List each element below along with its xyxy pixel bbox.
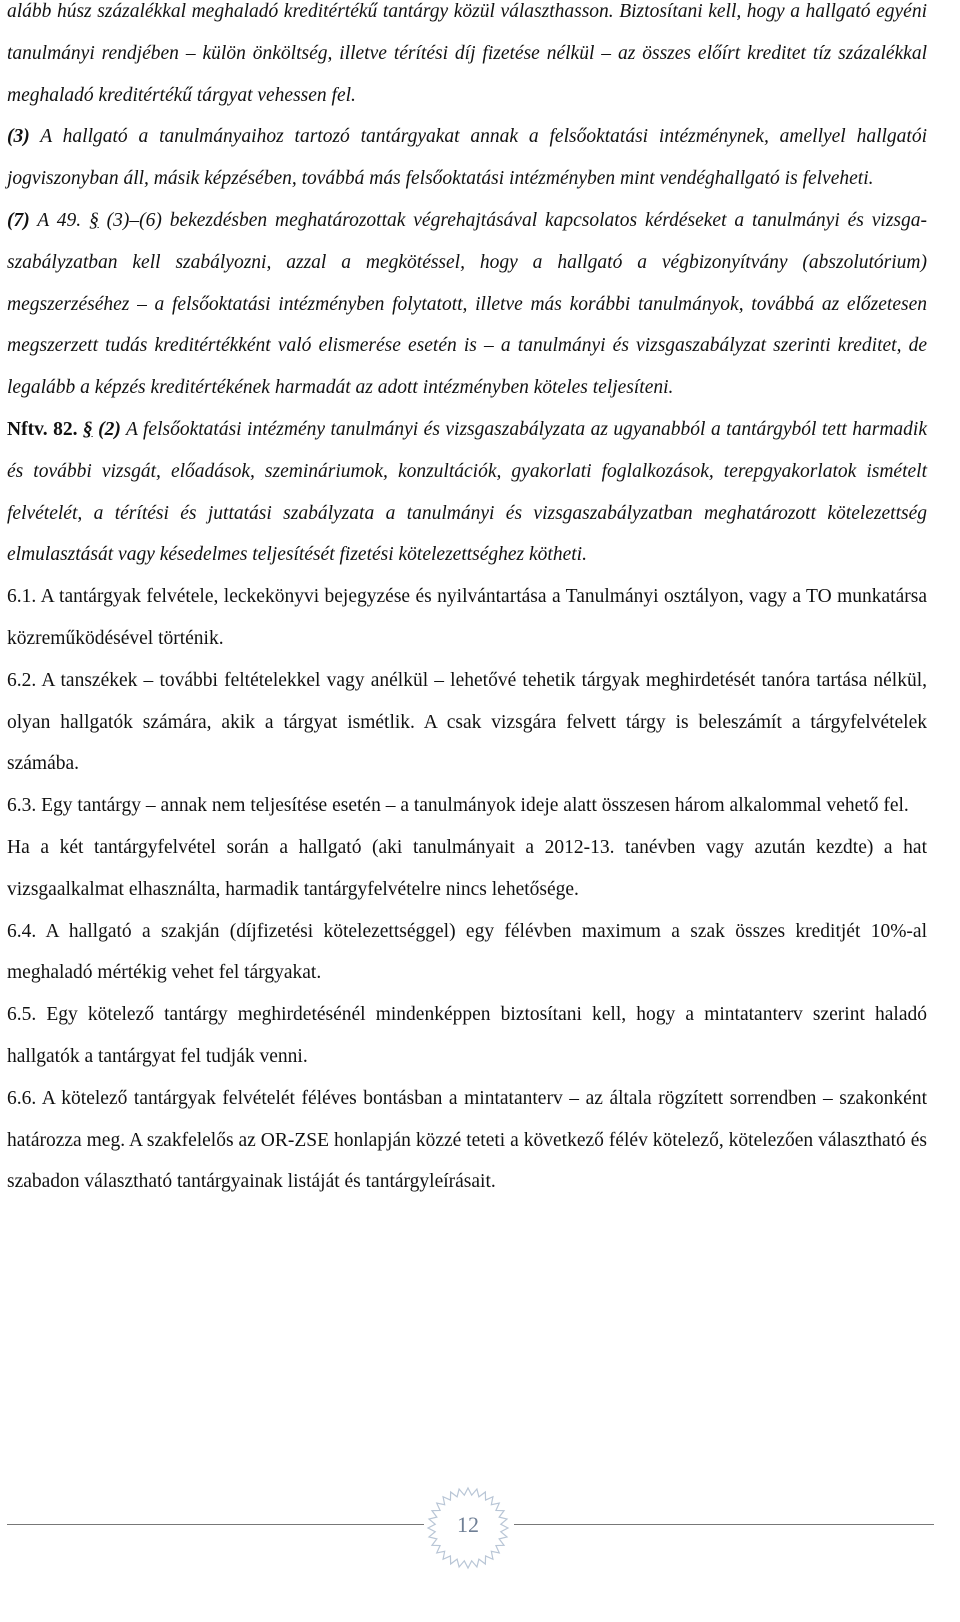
text-run: 6.4. A hallgató a szakján (díjfizetési kötelezettséggel) egy félévben maximum a szak összes kreditjét 10%-al meghaladó mértékig vehet fel tárgyakat. — [7, 920, 927, 984]
text-run: § — [82, 418, 93, 440]
text-run: A hallgató a tanulmányaihoz tartozó tantárgyakat annak a felsőoktatási intézménynek, amellyel hallgatói jogviszonyban áll, másik képzésében, továbbá más felsőoktatási intézményben mint vendéghallgató is felveheti. — [7, 126, 927, 190]
paragraph-p10 — [7, 994, 927, 1078]
text-run: A 49. — [29, 209, 89, 231]
footer-rule-left — [7, 1524, 424, 1525]
text-run: alább húsz százalékkal meghaladó kreditértékű tantárgy közül választhasson. Biztosítani kell, hogy a hallgató egyéni tanulmányi rendjében – külön önköltség, illetve térítési díj fizetése nélkül – az összes előírt kreditet tíz százalékkal meghaladó kreditértékű tárgyat vehessen fel. — [7, 1, 927, 106]
paragraph-p11 — [7, 1078, 927, 1203]
text-run: A felsőoktatási intézmény tanulmányi és vizsgaszabályzata az ugyanabból a tantárgyból tett harmadik és további vizsgát, előadások, szemináriumok, konzultációk, gyakorlati foglalkozások, terepgyakorlatok ismételt felvételét, a térítési és juttatási szabályzata a tanulmányi és vizsgaszabályzatban meghatározott kötelezettség elmulasztását vagy késedelmes teljesítését fizetési kötelezettséghez kötheti. — [7, 418, 927, 566]
footer-rule-right — [514, 1524, 934, 1525]
text-run: 6.5. Egy kötelező tantárgy meghirdetésénél mindenképpen biztosítani kell, hogy a mintatanterv szerint haladó hallgatók a tantárgyat fel tudják venni. — [7, 1004, 927, 1067]
paragraph-p8 — [7, 827, 927, 911]
paragraph-p1 — [7, 0, 927, 116]
paragraph-p3 — [7, 200, 927, 409]
paragraph-p9 — [7, 911, 927, 995]
text-run: (2) — [98, 418, 121, 440]
text-run: (3) — [7, 126, 30, 148]
text-run: § — [88, 209, 99, 231]
text-run: (3)–(6) bekezdésben meghatározottak végrehajtásával kapcsolatos kérdéseket a tanulmányi és vizsga-szabályzatban kell szabályozni, azzal a megkötéssel, hogy a hallgató a végbizonyítvány (abszolutórium) megszerzéséhez – a felsőoktatási intézményben folytatott, illetve más korábbi tanulmányok, továbbá az előzetesen megszerzett tudás kreditértékként való elismerése esetén is – a tanulmányi és vizsgaszabályzat szerinti kreditet, de legalább a képzés kreditértékének harmadát az adott intézményben köteles teljesíteni. — [7, 209, 927, 399]
page-footer — [0, 1478, 960, 1588]
page-number: 12 — [457, 1512, 479, 1537]
text-run: 6.3. Egy tantárgy – annak nem teljesítése esetén – a tanulmányok ideje alatt összesen három alkalommal vehető fel. — [7, 795, 909, 817]
paragraph-p2 — [7, 116, 927, 200]
document-page — [7, 0, 927, 1203]
text-run: 6.6. A kötelező tantárgyak felvételét féléves bontásban a mintatanterv – az általa rögzített sorrendben – szakonként határozza meg. A szakfelelős az OR-ZSE honlapján közzé teteti a következő félév kötelező, kötelezően választható és szabadon választható tantárgyainak listáját és tantárgyleírásait. — [7, 1087, 927, 1193]
text-run: (7) — [7, 209, 30, 231]
text-run: 6.2. A tanszékek – további feltételekkel vagy anélkül – lehetővé tehetik tárgyak meghirdetését tanóra tartása nélkül, olyan hallgatók számára, akik a tárgyat ismétlik. A csak vizsgára felvett tárgy is beleszámít a tárgyfelvételek számába. — [7, 669, 927, 775]
text-run: Ha a két tantárgyfelvétel során a hallgató (aki tanulmányait a 2012-13. tanévben vagy azután kezdte) a hat vizsgaalkalmat elhasználta, harmadik tantárgyfelvételre nincs lehetősége. — [7, 836, 927, 900]
paragraph-p7 — [7, 785, 927, 827]
paragraph-p4 — [7, 409, 927, 576]
text-run: Nftv. 82. — [7, 418, 83, 440]
paragraph-p6 — [7, 660, 927, 785]
text-run: 6.1. A tantárgyak felvétele, leckekönyvi bejegyzése és nyilvántartása a Tanulmányi osztályon, vagy a TO munkatársa közreműködésével történik. — [7, 586, 927, 649]
body-text — [7, 0, 927, 1203]
paragraph-p5 — [7, 576, 927, 660]
